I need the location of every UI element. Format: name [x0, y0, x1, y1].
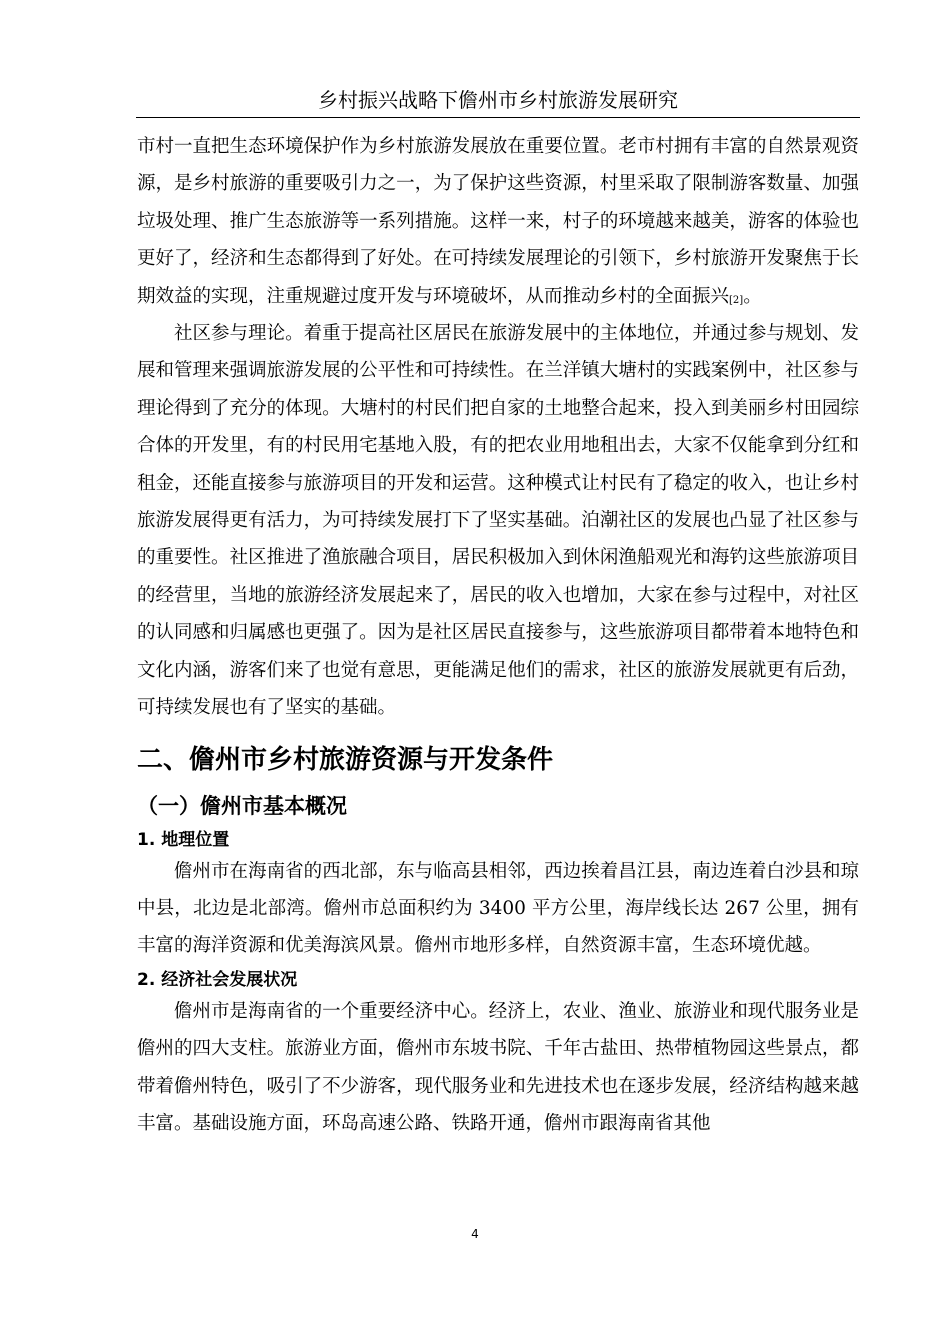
item-heading-economy: 2. 经济社会发展状况	[137, 969, 298, 990]
citation-reference[interactable]: [2]	[729, 294, 744, 306]
paragraph-text: 市村一直把生态环境保护作为乡村旅游发展放在重要位置。老市村拥有丰富的自然景观资源，是乡村旅游的重要吸引力之一，为了保护这些资源，村里采取了限制游客数量、加强垃圾处理、推广生态旅游等一系列措施。这样一来，村子的环境越来越美，游客的体验也更好了，经济和生态都得到了好处。在可持续发展理论的引领下，乡村旅游开发聚焦于长期效益的实现，注重规避过度开发与环境破坏，从而推动乡村的全面振兴	[137, 136, 859, 307]
page-header-title: 乡村振兴战略下儋州市乡村旅游发展研究	[318, 88, 678, 112]
paragraph-community-participation: 社区参与理论。着重于提高社区居民在旅游发展中的主体地位，并通过参与规划、发展和管理来强调旅游发展的公平性和可持续性。在兰洋镇大塘村的实践案例中，社区参与理论得到了充分的体现。大塘村的村民们把自家的土地整合起来，投入到美丽乡村田园综合体的开发里，有的村民用宅基地入股，有的把农业用地租出去，大家不仅能拿到分红和租金，还能直接参与旅游项目的开发和运营。这种模式让村民有了稳定的收入，也让乡村旅游发展得更有活力，为可持续发展打下了坚实基础。泊潮社区的发展也凸显了社区参与的重要性。社区推进了渔旅融合项目，居民积极加入到休闲渔船观光和海钓这些旅游项目的经营里，当地的旅游经济发展起来了，居民的收入也增加，大家在参与过程中，对社区的认同感和归属感也更强了。因为是社区居民直接参与，这些旅游项目都带着本地特色和文化内涵，游客们来了也觉有意思，更能满足他们的需求，社区的旅游发展就更有后劲，可持续发展也有了坚实的基础。	[137, 323, 859, 719]
section-heading: 二、儋州市乡村旅游资源与开发条件	[137, 744, 554, 775]
paragraph-geography: 儋州市在海南省的西北部，东与临高县相邻，西边挨着昌江县，南边连着白沙县和琼中县，北边是北部湾。儋州市总面积约为 3400 平方公里，海岸线长达 267 公里，拥有丰富的海洋资源和优美海滨风景。儋州市地形多样，自然资源丰富，生态环境优越。	[137, 860, 859, 957]
page-body	[137, 128, 859, 1142]
paragraph-economy: 儋州市是海南省的一个重要经济中心。经济上，农业、渔业、旅游业和现代服务业是儋州的四大支柱。旅游业方面，儋州市东坡书院、千年古盐田、热带植物园这些景点，都带着儋州特色，吸引了不少游客，现代服务业和先进技术也在逐步发展，经济结构越来越丰富。基础设施方面，环岛高速公路、铁路开通，儋州市跟海南省其他	[137, 1000, 859, 1134]
paragraph-end-punct: 。	[743, 285, 762, 307]
paragraph-sustainable-development	[137, 128, 859, 315]
item-heading-geography: 1. 地理位置	[137, 829, 230, 850]
subsection-heading: （一）儋州市基本概况	[137, 793, 347, 818]
page-number: 4	[471, 1227, 479, 1241]
header-divider	[136, 117, 860, 118]
